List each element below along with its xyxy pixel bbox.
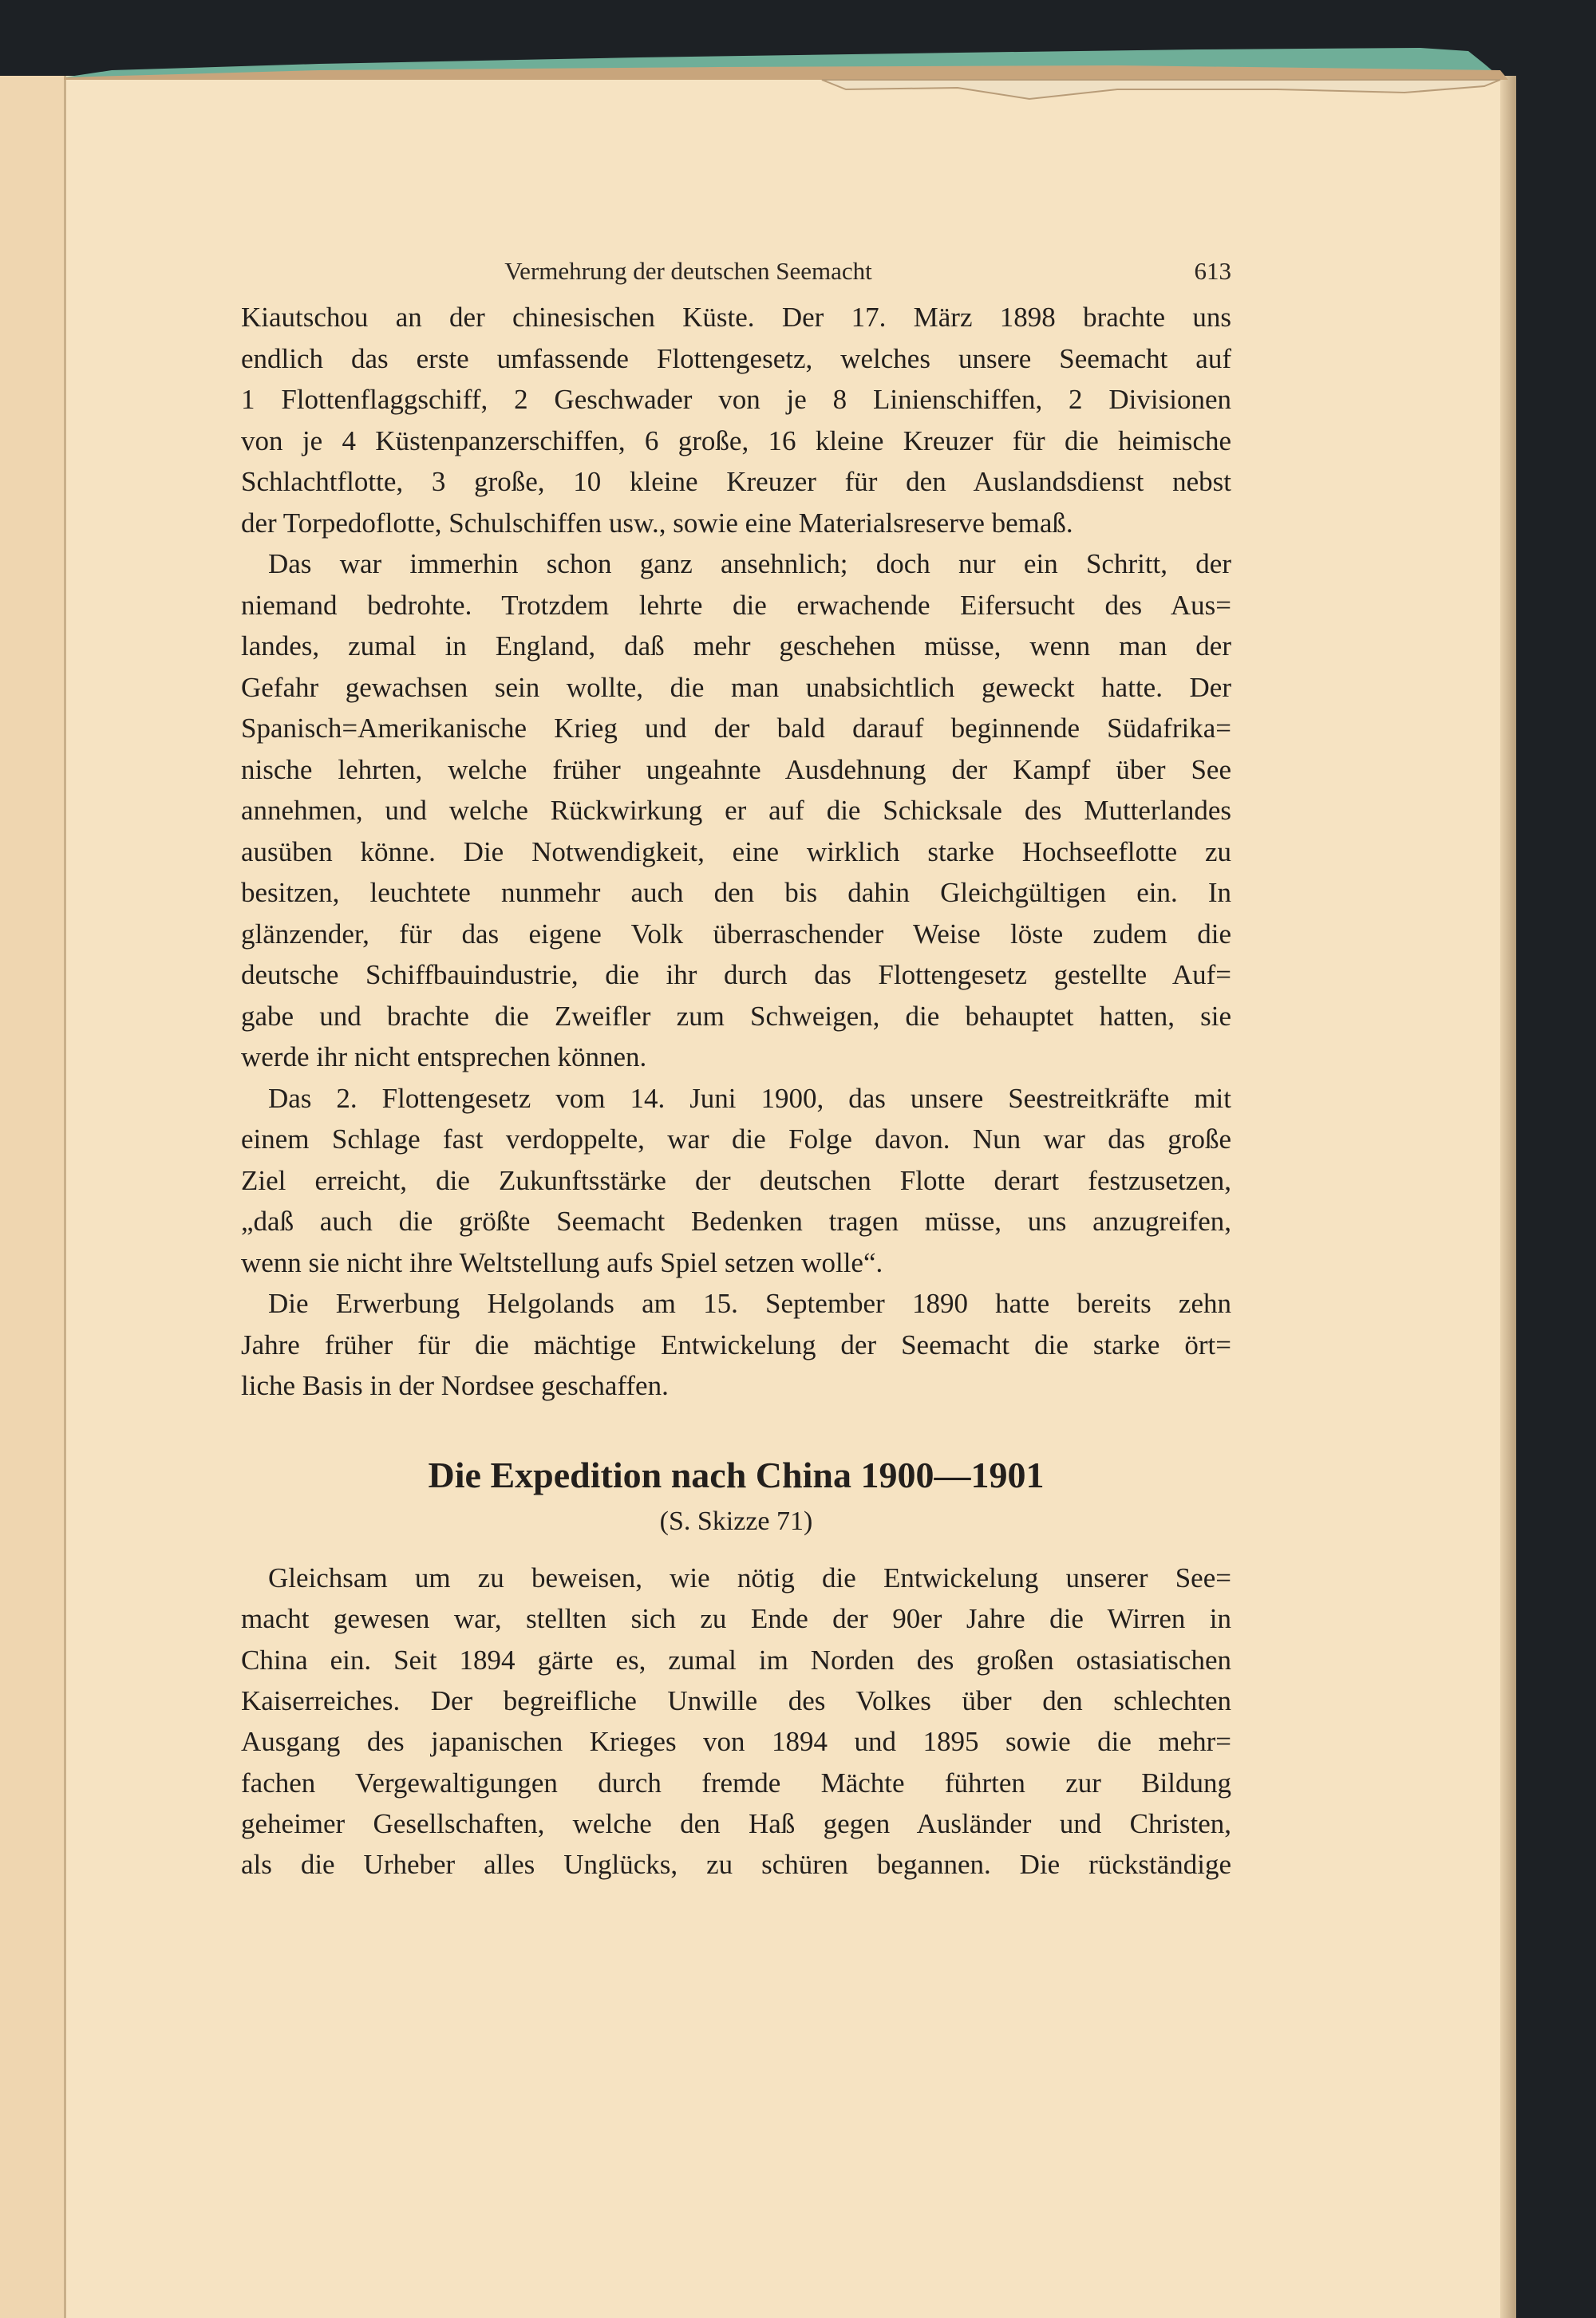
section-heading: Die Expedition nach China 1900—1901 (428, 1455, 1045, 1495)
text-line: Die Erwerbung Helgolands am 15. September 1890 hatte bereits zehn (268, 1288, 1231, 1319)
text-line: geheimer Gesellschaften, welche den Haß gegen Ausländer und Christen, (241, 1807, 1231, 1839)
text-line: annehmen, und welche Rückwirkung er auf die Schicksale des Mutterlandes (241, 795, 1231, 826)
text-line: Schlachtflotte, 3 große, 10 kleine Kreuzer für den Auslandsdienst nebst (241, 466, 1231, 497)
text-line: Spanisch=Amerikanische Krieg und der bald darauf beginnende Südafrika= (241, 713, 1231, 744)
text-line: der Torpedoflotte, Schulschiffen usw., sowie eine Materialsreserve bemaß. (241, 507, 1073, 539)
running-title: Vermehrung der deutschen Seemacht (504, 257, 872, 285)
text-line: besitzen, leuchtete nunmehr auch den bis dahin Gleichgültigen ein. In (241, 877, 1231, 908)
text-line: liche Basis in der Nordsee geschaffen. (241, 1370, 669, 1401)
text-line: niemand bedrohte. Trotzdem lehrte die erwachende Eifersucht des Aus= (241, 589, 1231, 621)
text-line: einem Schlage fast verdoppelte, war die Folge davon. Nun war das große (241, 1123, 1231, 1155)
page-edge-shadow (1500, 76, 1516, 2318)
text-line: Kiautschou an der chinesischen Küste. Der 17. März 1898 brachte uns (241, 302, 1231, 333)
text-line: Gleichsam um zu beweisen, wie nötig die Entwickelung unserer See= (268, 1562, 1231, 1593)
text-line: China ein. Seit 1894 gärte es, zumal im Norden des großen ostasiatischen (241, 1644, 1231, 1676)
text-line: „daß auch die größte Seemacht Bedenken tragen müsse, uns anzugreifen, (241, 1206, 1231, 1237)
text-line: fachen Vergewaltigungen durch fremde Mächte führten zur Bildung (241, 1767, 1231, 1799)
text-line: Ausgang des japanischen Krieges von 1894 und 1895 sowie die mehr= (241, 1726, 1231, 1758)
section-map-reference: (S. Skizze 71) (659, 1507, 813, 1536)
torn-top-edge (0, 0, 1596, 112)
text-line: endlich das erste umfassende Flottengesetz, welches unsere Seemacht auf (241, 342, 1231, 374)
running-header (241, 257, 1231, 292)
text-line: gabe und brachte die Zweifler zum Schweigen, die behauptet hatten, sie (241, 1000, 1231, 1032)
text-line: von je 4 Küstenpanzerschiffen, 6 große, 16 kleine Kreuzer für die heimische (241, 425, 1231, 456)
text-line: Das 2. Flottengesetz vom 14. Juni 1900, das unsere Seestreitkräfte mit (268, 1082, 1231, 1114)
text-line: Das war immerhin schon ganz ansehnlich; doch nur ein Schritt, der (268, 548, 1231, 579)
text-line: landes, zumal in England, daß mehr geschehen müsse, wenn man der (241, 630, 1231, 661)
text-line: Jahre früher für die mächtige Entwickelung der Seemacht die starke ört= (241, 1329, 1231, 1360)
text-line: 1 Flottenflaggschiff, 2 Geschwader von je 8 Linienschiffen, 2 Divisionen (241, 384, 1231, 415)
text-line: deutsche Schiffbauindustrie, die ihr durch das Flottengesetz gestellte Auf= (241, 959, 1231, 990)
text-line: nische lehrten, welche früher ungeahnte Ausdehnung der Kampf über See (241, 753, 1231, 785)
text-line: glänzender, für das eigene Volk überraschender Weise löste zudem die (241, 918, 1231, 950)
text-line: Ziel erreicht, die Zukunftsstärke der deutschen Flotte derart festzusetzen, (241, 1164, 1231, 1196)
text-line: als die Urheber alles Unglücks, zu schüren begannen. Die rückständige (241, 1849, 1231, 1881)
text-line: wenn sie nicht ihre Weltstellung aufs Spiel setzen wolle“. (241, 1246, 883, 1278)
text-line: Gefahr gewachsen sein wollte, die man unabsichtlich geweckt hatte. Der (241, 671, 1231, 703)
text-line: Kaiserreiches. Der begreifliche Unwille des Volkes über den schlechten (241, 1684, 1231, 1716)
text-line: macht gewesen war, stellten sich zu Ende der 90er Jahre die Wirren in (241, 1603, 1231, 1635)
page-number: 613 (1194, 257, 1231, 285)
text-line: ausüben könne. Die Notwendigkeit, eine wirklich starke Hochseeflotte zu (241, 835, 1231, 867)
left-page-edge (0, 76, 66, 2318)
text-line: werde ihr nicht entsprechen können. (241, 1041, 647, 1072)
